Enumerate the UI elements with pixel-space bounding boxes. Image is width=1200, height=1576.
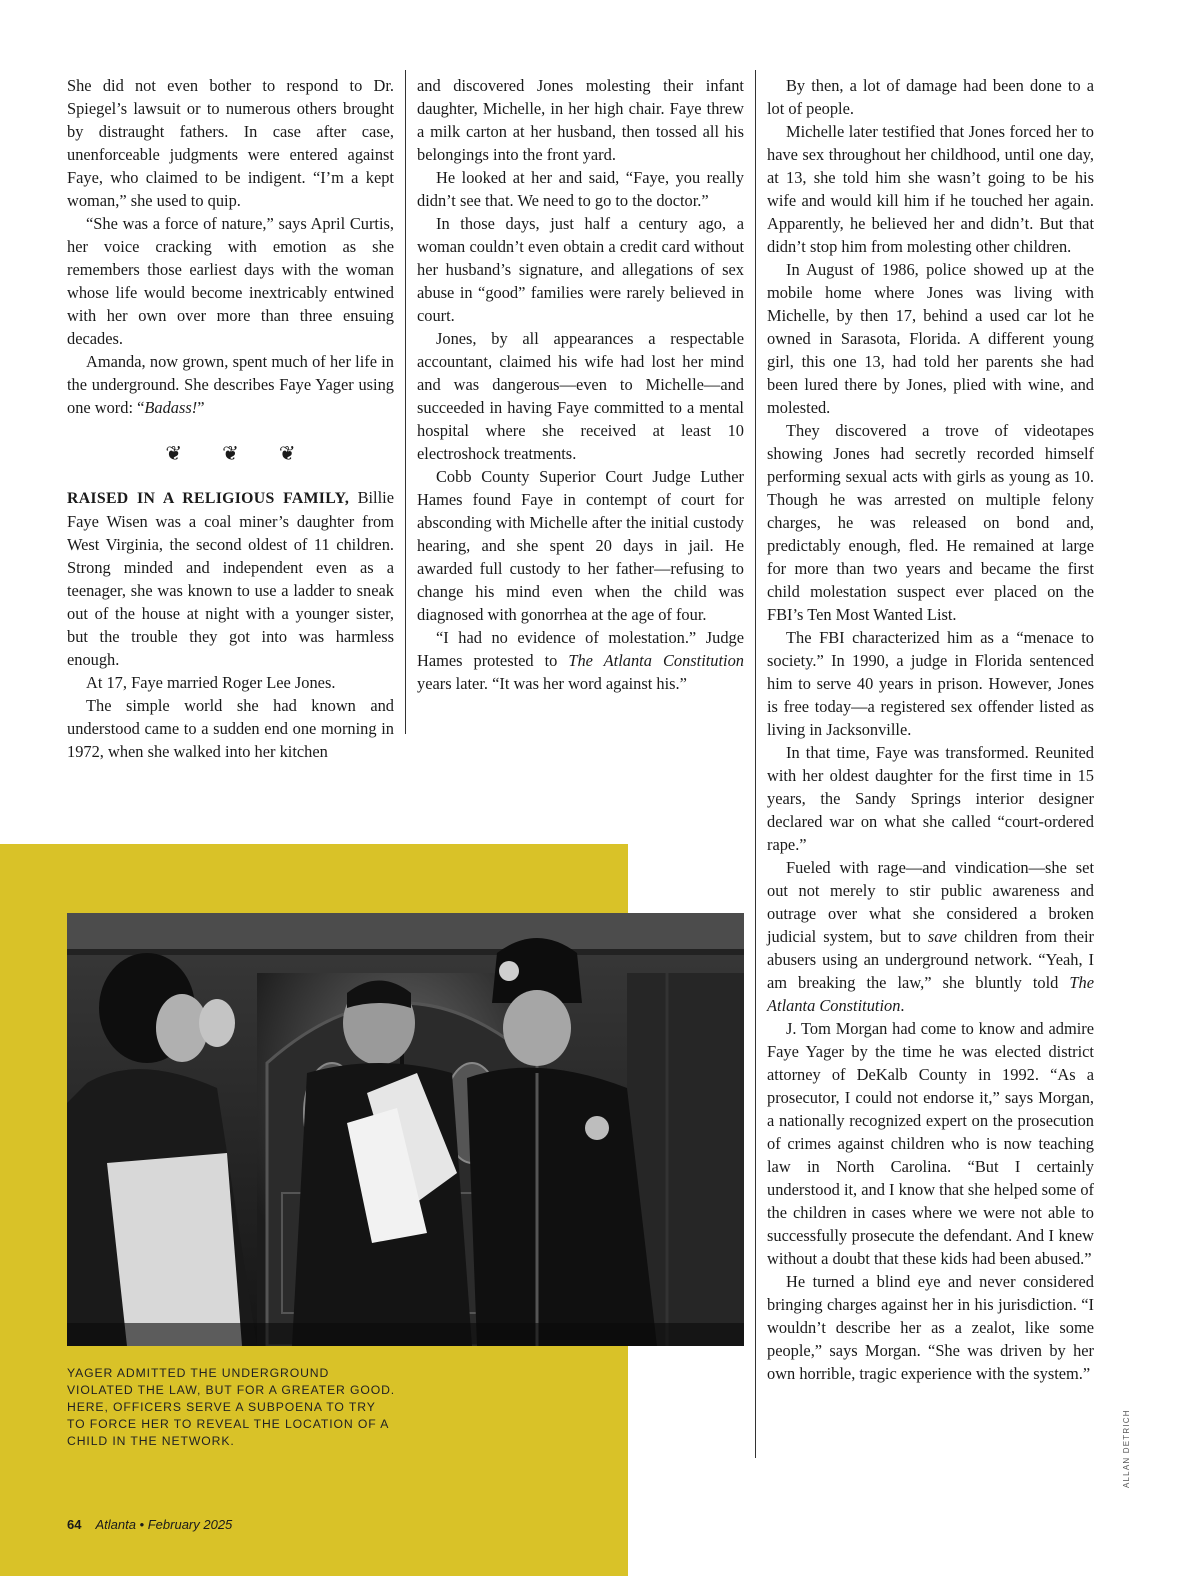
paragraph: She did not even bother to respond to Dr. Spiegel’s lawsuit or to numerous others brought by distraught fathers. In case after case, unenforceable judgments were entered against Faye, who claimed to be indigent. “I’m a kept woman,” she used to quip. bbox=[67, 76, 394, 210]
paragraph: At 17, Faye married Roger Lee Jones. bbox=[86, 673, 336, 692]
paragraph: In August of 1986, police showed up at the mobile home where Jones was living with Michelle, by then 17, behind a used car lot he owned in Sarasota, Florida. A different young girl, this one 13, had told her parents she had been lured there by Jones, plied with wine, and molested. bbox=[767, 260, 1094, 417]
column-rule bbox=[405, 70, 406, 734]
article-column-1 bbox=[67, 74, 394, 763]
paragraph: By then, a lot of damage had been done to a lot of people. bbox=[767, 76, 1094, 118]
article-column-3 bbox=[767, 74, 1094, 1385]
paragraph: He turned a blind eye and never considered bringing charges against her in his jurisdiction. “I wouldn’t describe her as a zealot, like some people,” says Morgan. “She was driven by her own horrible, tragic experience with the system.” bbox=[767, 1272, 1094, 1383]
emphasis: Badass! bbox=[144, 398, 198, 417]
paragraph: Cobb County Superior Court Judge Luther Hames found Faye in contempt of court for absconding with Michelle after the initial custody hearing, and she spent 20 days in jail. He awarded full custody to her father—refusing to change his mind even when the child was diagnosed with gonorrhea at the age of four. bbox=[417, 467, 744, 624]
text-run: ” bbox=[197, 398, 205, 417]
photo-caption: YAGER ADMITTED THE UNDERGROUND VIOLATED THE LAW, BUT FOR A GREATER GOOD. HERE, OFFICERS SERVE A SUBPOENA TO TRY TO FORCE HER TO REVEAL THE LOCATION OF A CHILD IN THE NETWORK. bbox=[67, 1366, 396, 1448]
paragraph: and discovered Jones molesting their infant daughter, Michelle, in her high chair. Faye threw a milk carton at her husband, then tossed all his belongings into the front yard. bbox=[417, 76, 744, 164]
text-run: children from their abusers using an underground network. “Yeah, I am breaking the law,” she bluntly told bbox=[767, 927, 1094, 992]
fleuron-icon: ❦ bbox=[278, 443, 296, 465]
text-run: years later. “It was her word against his.” bbox=[417, 674, 687, 693]
article-column-2 bbox=[417, 74, 744, 695]
paragraph: Jones, by all appearances a respectable accountant, claimed his wife had lost her mind and was dangerous—even to Michelle—and succeeded in having Faye committed to a mental hospital where she received at least 10 electroshock treatments. bbox=[417, 329, 744, 463]
photo-credit: ALLAN DETRICH bbox=[1122, 1409, 1131, 1488]
paragraph: The FBI characterized him as a “menace to society.” In 1990, a judge in Florida sentenced him to serve 40 years in prison. However, Jones is free today—a registered sex offender listed as living in Jacksonville. bbox=[767, 628, 1094, 739]
publication-title: The Atlanta Constitution bbox=[568, 651, 744, 670]
paragraph: They discovered a trove of videotapes showing Jones had secretly recorded himself performing sexual acts with girls as young as 10. Though he was arrested on multiple felony charges, he was released on bond and, predictably enough, fled. He remained at large for more than two years and became the first child molestation suspect ever placed on the FBI’s Ten Most Wanted List. bbox=[767, 421, 1094, 624]
fleuron-icon: ❦ bbox=[165, 443, 183, 465]
section-run-in-heading: RAISED IN A RELIGIOUS FAMILY, bbox=[67, 490, 350, 507]
page-number: 64 bbox=[67, 1517, 82, 1532]
paragraph: In that time, Faye was transformed. Reunited with her oldest daughter for the first time in 15 years, the Sandy Springs interior designer declared war on what she called “court-ordered rape.” bbox=[767, 743, 1094, 854]
section-break-ornaments bbox=[67, 443, 394, 466]
issue-date: February 2025 bbox=[147, 1517, 233, 1532]
text-run: Amanda, now grown, spent much of her life in the underground. She describes Faye Yager using one word: “ bbox=[67, 352, 394, 417]
text-run: Fueled with rage—and vindication—she set out not merely to stir public awareness and outrage over what she considered a broken judicial system, but to bbox=[767, 858, 1094, 946]
paragraph bbox=[67, 486, 394, 671]
footer-separator: • bbox=[135, 1517, 148, 1532]
paragraph: In those days, just half a century ago, a woman couldn’t even obtain a credit card without her husband’s signature, and allegations of sex abuse in “good” families were rarely believed in court. bbox=[417, 214, 744, 325]
paragraph: “She was a force of nature,” says April Curtis, her voice cracking with emotion as she remembers those earliest days with the woman whose life would become inextricably entwined with her own over more than three ensuing decades. bbox=[67, 214, 394, 348]
paragraph bbox=[417, 626, 744, 695]
paragraph: He looked at her and said, “Faye, you really didn’t see that. We need to go to the doctor.” bbox=[417, 168, 744, 210]
publication-title: The Atlanta Constitution bbox=[767, 973, 1094, 1015]
paragraph: Michelle later testified that Jones forced her to have sex throughout her childhood, until one day, at 13, she told him she wasn’t going to be his wife and would kill him if he touched her again. Apparently, he believed her and didn’t. But that didn’t stop him from molesting other children. bbox=[767, 122, 1094, 256]
emphasis: save bbox=[927, 927, 958, 946]
magazine-name: Atlanta bbox=[95, 1517, 136, 1532]
page-footer bbox=[67, 1517, 232, 1532]
text-run: “I had no evidence of molestation.” Judge Hames protested to bbox=[417, 628, 744, 670]
text-run: . bbox=[900, 996, 905, 1015]
paragraph bbox=[767, 856, 1094, 1017]
paragraph bbox=[67, 350, 394, 419]
paragraph: The simple world she had known and understood came to a sudden end one morning in 1972, when she walked into her kitchen bbox=[67, 696, 394, 761]
article-photo bbox=[67, 913, 744, 1346]
photo-illustration bbox=[67, 913, 744, 1346]
column-rule bbox=[755, 70, 756, 1458]
paragraph: J. Tom Morgan had come to know and admire Faye Yager by the time he was elected district attorney of DeKalb County in 1992. “As a prosecutor, I could not endorse it,” says Morgan, a nationally recognized expert on the prosecution of crimes against children who is now teaching law in North Carolina. “But I certainly understood it, and I know that she helped some of the children in cases where we were not able to successfully prosecute the defendant. And I knew without a doubt that these kids had been abused.” bbox=[767, 1019, 1094, 1268]
fleuron-icon: ❦ bbox=[222, 443, 239, 465]
text-run: Billie Faye Wisen was a coal miner’s daughter from West Virginia, the second oldest of 11 children. Strong minded and independent even as a teenager, she was known to use a ladder to sneak out of the house at night with a younger sister, but the trouble they got into was harmless enough. bbox=[67, 488, 394, 669]
